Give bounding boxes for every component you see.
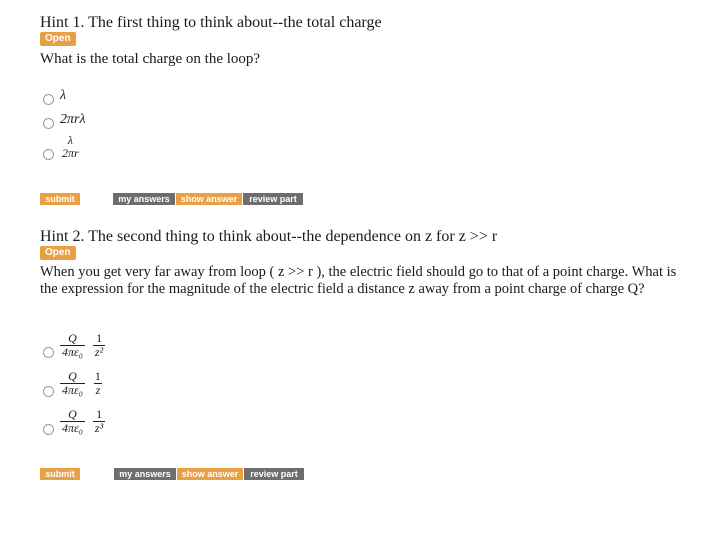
fraction [93,408,105,435]
hint1-question: What is the total charge on the loop? [40,51,261,67]
fraction [60,332,85,359]
fraction [93,370,103,397]
hint1-title: Hint 1. The first thing to think about--the total charge [40,14,382,31]
fraction [60,370,85,397]
fraction-denominator: 2πr [62,146,79,160]
hint2-review-part-button[interactable]: review part [244,468,304,480]
hint2-question: When you get very far away from loop ( z >> r ), the electric field should go to that of a point charge. What is the expression for the magnitude of the electric field a distance z away from a point charge of charge Q? [40,264,677,297]
fraction-numerator: Q [68,407,77,421]
hint2-option-1-radio[interactable] [43,347,54,358]
hint2-title: Hint 2. The second thing to think about--the dependence on z for z >> r [40,228,498,245]
fraction-denominator: z [95,383,101,397]
fraction-denominator: 4πε₀ [62,421,83,435]
hint1-open-button[interactable]: Open [40,32,76,46]
hint1-show-answer-button[interactable]: show answer [176,193,242,205]
fraction-numerator: Q [68,369,77,383]
hint1-option-3-radio[interactable] [43,149,54,160]
fraction-numerator: λ [67,133,73,147]
fraction-denominator: 4πε₀ [62,345,83,359]
hint2-option-3-radio[interactable] [43,424,54,435]
fraction [60,134,81,160]
hint2-option-2-radio[interactable] [43,386,54,397]
hint1-option-2-radio[interactable] [43,118,54,129]
fraction-numerator: 1 [94,369,101,383]
fraction-denominator: 4πε₀ [62,383,83,397]
hint1-option-3-label [60,133,81,160]
hint2-option-2-label [60,370,103,397]
fraction-numerator: 1 [96,331,103,345]
fraction-numerator: Q [68,331,77,345]
fraction-denominator: z² [94,345,104,359]
hint1-option-1-radio[interactable] [43,94,54,105]
hint1-my-answers-button[interactable]: my answers [113,193,175,205]
fraction-denominator: z³ [94,421,104,435]
hint2-my-answers-button[interactable]: my answers [114,468,176,480]
hint2-submit-button[interactable]: submit [40,468,80,480]
fraction [93,332,105,359]
hint2-open-button[interactable]: Open [40,246,76,260]
hint2-option-3-label [60,408,105,435]
fraction-numerator: 1 [96,407,103,421]
hint1-review-part-button[interactable]: review part [243,193,303,205]
fraction [60,408,85,435]
hint1-option-2-label: 2πrλ [60,112,86,127]
hint1-submit-button[interactable]: submit [40,193,80,205]
hint2-option-1-label [60,332,105,359]
hint2-show-answer-button[interactable]: show answer [177,468,243,480]
hint1-option-1-label: λ [60,88,67,103]
